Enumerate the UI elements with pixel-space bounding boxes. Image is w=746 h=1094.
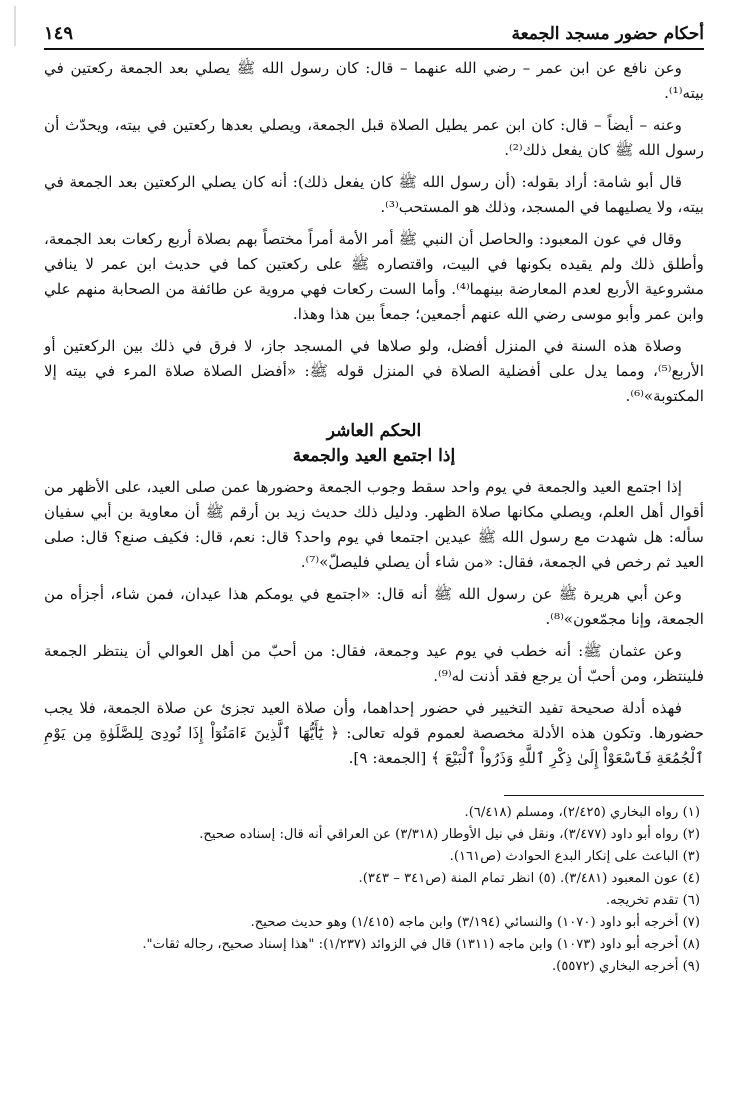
footnotes xyxy=(44,802,704,978)
footnote: (١) رواه البخاري (٢/٤٢٥)، ومسلم (٦/٤١٨). xyxy=(464,805,700,820)
paragraph: وعن أبي هريرة ﷺ عن رسول الله ﷺ أنه قال: «اجتمع في يومكم هذا عيدان، فمن شاء، أجزأه من الجمعة، وإنا مجمّعون»⁽⁸⁾. xyxy=(44,585,704,628)
footnote: (٣) الباعث على إنكار البدع الحوادث (ص١٦١). xyxy=(449,849,700,864)
margin-pencil-mark xyxy=(14,6,16,46)
section-subheading: إذا اجتمع العيد والجمعة xyxy=(292,446,456,466)
footnote: (٤) عون المعبود (٣/٤٨١). (٥) انظر تمام المنة (ص٣٤١ – ٣٤٣). xyxy=(358,871,700,886)
main-text xyxy=(44,56,704,771)
page-number: ١٤٩ xyxy=(44,23,74,44)
paragraph: وعن نافع عن ابن عمر – رضي الله عنهما – قال: كان رسول الله ﷺ يصلي بعد الجمعة ركعتين في بيته⁽¹⁾. xyxy=(44,59,704,102)
running-title: أحكام حضور مسجد الجمعة xyxy=(511,24,704,44)
paragraph: إذا اجتمع العيد والجمعة في يوم واحد سقط وجوب الجمعة وحضورها عمن صلى العيد، على الأظهر من أقوال أهل العلم، ويصلي مكانها صلاة الظهر. ودليل ذلك حديث زيد بن أرقم ﷺ أن معاوية بن أبي سفيان سأله: هل شهدت مع رسول الله ﷺ عيدين اجتمعا في يوم واحد؟ قال: نعم، قال: فكيف صنع؟ قال: صلى العيد ثم رخص في الجمعة، فقال: «من شاء أن يصلي فليصلّ»⁽⁷⁾. xyxy=(44,478,704,571)
footnote: (٧) أخرجه أبو داود (١٠٧٠) والنسائي (٣/١٩٤) وابن ماجه (١/٤١٥) وهو حديث صحيح. xyxy=(250,915,700,930)
paragraph: وقال في عون المعبود: والحاصل أن النبي ﷺ أمر الأمة أمراً مختصاً بهم بصلاة أربع ركعات بعد الجمعة، وأطلق ذلك ولم يقيده بكونها في البيت، واقتصاره ﷺ على ركعتين كما في حديث ابن عمر لا ينافي مشروعية الأربع لعدم المعارضة بينهما⁽⁴⁾. وأما الست ركعات فهي مروية عن طائفة من الصحابة منهم علي وابن عمر وأبو موسى رضي الله عنهم أجمعين؛ جمعاً بين هذا وهذا. xyxy=(44,230,704,323)
book-page xyxy=(44,18,704,978)
footnote-separator xyxy=(504,795,704,796)
paragraph: وعنه – أيضاً – قال: كان ابن عمر يطيل الصلاة قبل الجمعة، ويصلي بعدها ركعتين في بيته، ويحدّث أن رسول الله ﷺ كان يفعل ذلك⁽²⁾. xyxy=(44,116,704,159)
footnote: (٦) تقدم تخريجه. xyxy=(605,893,700,908)
paragraph: فهذه أدلة صحيحة تفيد التخيير في حضور إحداهما، وأن صلاة العيد تجزئ عن صلاة الجمعة، فلا يجب حضورها. وتكون هذه الأدلة مخصصة لعموم قوله تعالى: ﴿ يَٰٓأَيُّهَا ٱلَّذِينَ ءَامَنُوٓاْ إِذَا نُودِىَ لِلصَّلَوٰةِ مِن يَوْمِ ٱلْجُمُعَةِ فَٱسْعَوْاْ إِلَىٰ ذِكْرِ ٱللَّهِ وَذَرُواْ ٱلْبَيْعَ ﴾ [الجمعة: ٩]. xyxy=(44,699,704,767)
footnote: (٨) أخرجه أبو داود (١٠٧٣) وابن ماجه (١٣١١) قال في الزوائد (١/٢٣٧): "هذا إسناد صحيح، رجاله ثقات". xyxy=(142,937,700,952)
section-heading: الحكم العاشر xyxy=(326,421,422,441)
page-header xyxy=(44,18,704,50)
footnote: (٩) أخرجه البخاري (٥٥٧٢). xyxy=(551,959,700,974)
footnote: (٢) رواه أبو داود (٣/٤٧٧)، ونقل في نيل الأوطار (٣/٣١٨) عن العراقي أنه قال: إسناده صحيح. xyxy=(199,827,700,842)
paragraph: قال أبو شامة: أراد بقوله: (أن رسول الله ﷺ كان يفعل ذلك): أنه كان يصلي الركعتين بعد الجمعة في بيته، ولا يصليهما في المسجد، وذلك هو المستحب⁽³⁾. xyxy=(44,173,704,216)
paragraph: وصلاة هذه السنة في المنزل أفضل، ولو صلاها في المسجد جاز، لا فرق في ذلك بين الركعتين أو الأربع⁽⁵⁾، ومما يدل على أفضلية الصلاة في المنزل قوله ﷺ: «أفضل الصلاة صلاة المرء في بيته إلا المكتوبة»⁽⁶⁾. xyxy=(44,337,704,405)
paragraph: وعن عثمان ﷺ: أنه خطب في يوم عيد وجمعة، فقال: من أحبّ من أهل العوالي أن ينتظر الجمعة فلينتظر، ومن أحبّ أن يرجع فقد أذنت له⁽⁹⁾. xyxy=(44,642,704,685)
